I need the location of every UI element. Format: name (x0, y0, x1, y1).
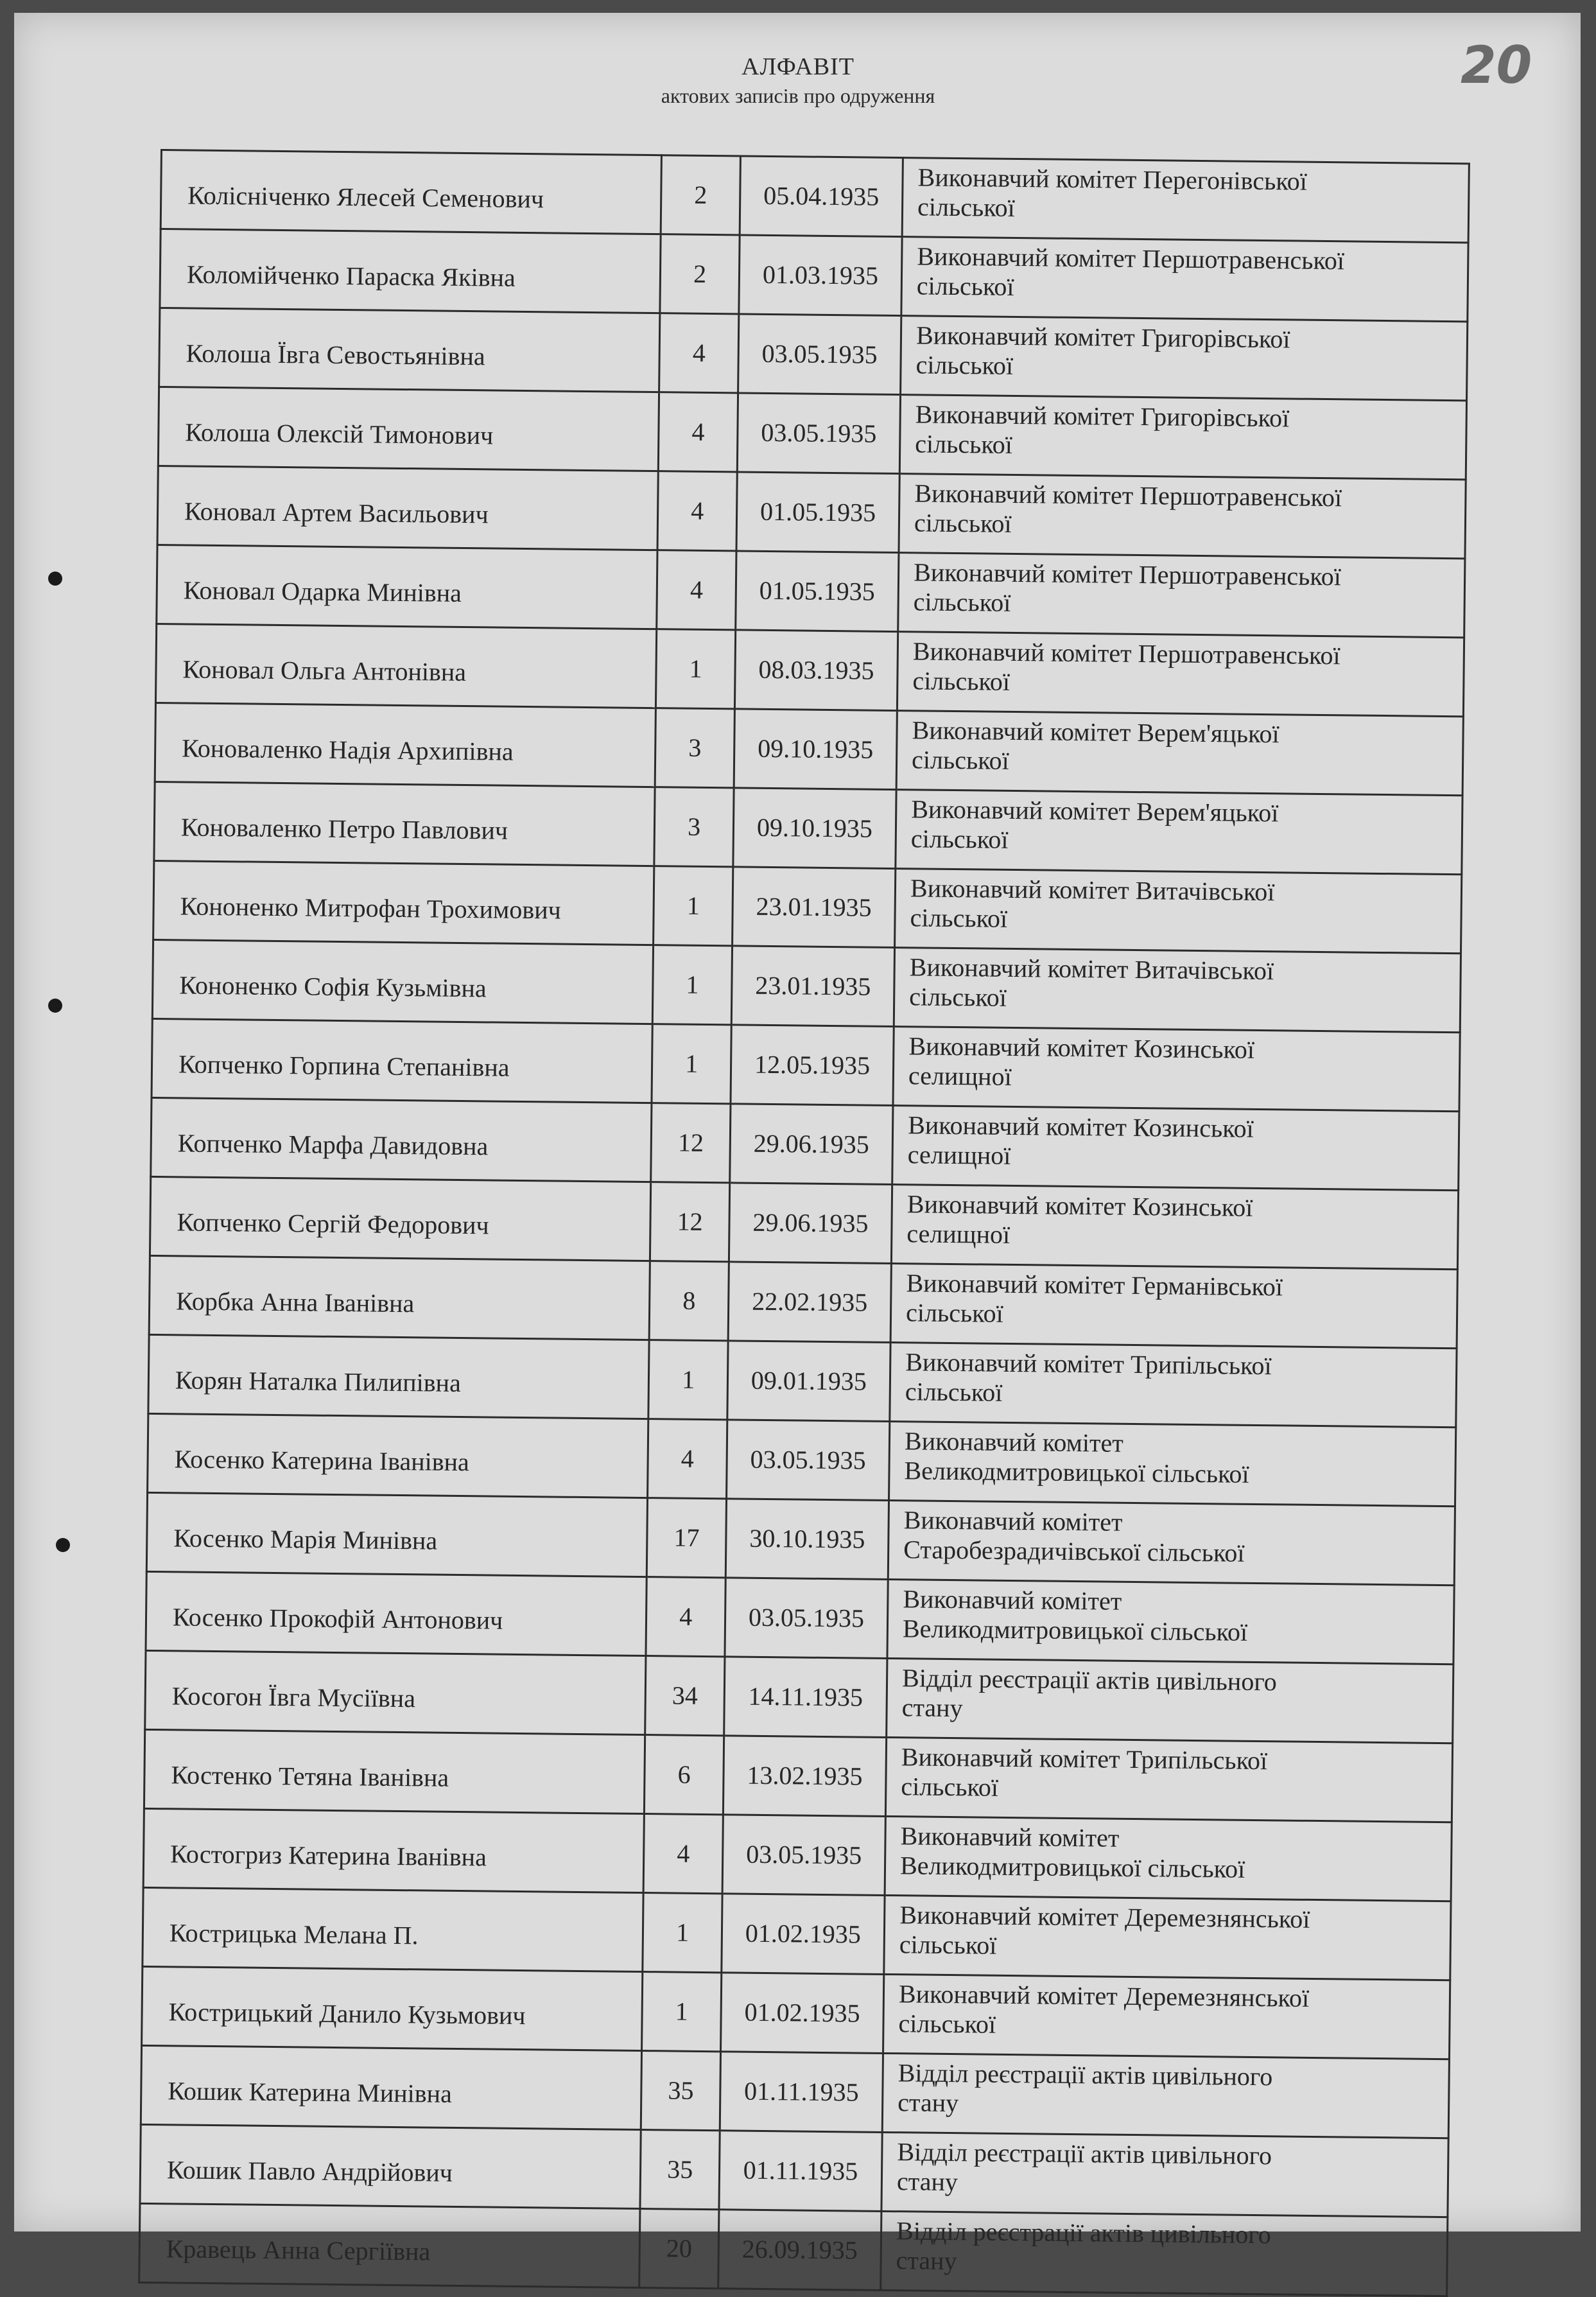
person-name-cell: Кравець Анна Сергіївна (139, 2203, 641, 2287)
registry-office-cell (882, 2053, 1449, 2138)
record-date-cell: 03.05.1935 (737, 393, 900, 474)
office-line-1: Виконавчий комітет Козинської (907, 1110, 1254, 1143)
person-name-cell: Костогриз Катерина Іванівна (143, 1808, 645, 1892)
record-number-cell: 1 (643, 1893, 722, 1973)
office-line-2: сільської (915, 429, 1013, 459)
record-number-cell: 34 (645, 1656, 725, 1736)
office-line-1: Виконавчий комітет Першотравенської (917, 241, 1345, 275)
record-date-cell: 03.05.1935 (725, 1578, 888, 1659)
record-date-cell: 03.05.1935 (722, 1815, 885, 1896)
record-date-cell: 01.11.1935 (720, 2052, 883, 2133)
registry-office-cell (901, 316, 1468, 401)
person-name-cell: Кошик Катерина Минівна (141, 2045, 642, 2129)
office-line-2: сільської (909, 982, 1007, 1012)
office-line-1: Виконавчий комітет Германівської (906, 1268, 1283, 1302)
table-row (160, 150, 1469, 243)
office-line-1: Виконавчий комітет Перегонівської (917, 162, 1308, 196)
record-date-cell: 01.05.1935 (736, 472, 899, 553)
record-date-cell: 23.01.1935 (732, 867, 895, 948)
table-row (144, 1729, 1452, 1822)
record-number-cell: 17 (647, 1498, 727, 1578)
table-row (148, 1413, 1456, 1506)
registry-office-cell (899, 395, 1466, 480)
record-date-cell: 30.10.1935 (725, 1499, 889, 1580)
record-number-cell: 8 (649, 1261, 729, 1341)
table-row (157, 466, 1466, 558)
office-line-1: Виконавчий комітет (904, 1426, 1124, 1458)
person-name-cell: Кононенко Софія Кузьмівна (152, 939, 654, 1024)
registry-office-cell (902, 158, 1469, 243)
table-row (155, 624, 1464, 716)
office-line-1: Виконавчий комітет (903, 1505, 1123, 1537)
registry-office-cell (884, 1895, 1451, 1980)
office-line-1: Виконавчий комітет Козинської (906, 1189, 1253, 1222)
record-date-cell: 22.02.1935 (728, 1262, 891, 1343)
person-name-cell: Кострицький Данило Кузьмович (142, 1966, 643, 2050)
table-row (155, 703, 1463, 795)
office-line-1: Виконавчий комітет Першотравенської (913, 557, 1342, 591)
office-line-2: стану (896, 2246, 957, 2276)
office-line-2: сільської (901, 1772, 999, 1802)
document-title: АЛФАВІТ (742, 53, 854, 80)
table-row (152, 1018, 1460, 1111)
person-name-cell: Кошик Павло Андрійович (140, 2124, 641, 2208)
office-line-2: сільської (910, 903, 1008, 933)
person-name-cell: Косенко Марія Минівна (146, 1492, 648, 1576)
record-number-cell: 12 (651, 1103, 731, 1183)
registry-office-cell (881, 2211, 1448, 2296)
office-line-2: сільської (916, 271, 1014, 301)
record-date-cell: 29.06.1935 (729, 1183, 892, 1264)
table-row (143, 1887, 1451, 1980)
record-number-cell: 1 (648, 1340, 728, 1420)
office-line-2: сільської (911, 745, 1009, 775)
document-header (0, 51, 1596, 109)
registry-office-cell (896, 711, 1463, 796)
registry-office-cell (899, 474, 1466, 559)
person-name-cell: Коломійченко Параска Яківна (160, 229, 661, 313)
registry-office-cell (890, 1264, 1457, 1349)
person-name-cell: Корбка Анна Іванівна (149, 1255, 650, 1340)
office-line-1: Виконавчий комітет Трипільської (905, 1347, 1272, 1381)
record-number-cell: 3 (655, 708, 734, 788)
person-name-cell: Колоша Ївга Севостьянівна (159, 308, 661, 392)
table-row (157, 545, 1465, 637)
person-name-cell: Корян Наталка Пилипівна (148, 1334, 650, 1419)
person-name-cell: Копченко Горпина Степанівна (152, 1018, 653, 1103)
person-name-cell: Коноваленко Надія Архипівна (155, 703, 656, 787)
office-line-1: Виконавчий комітет Деремезнянської (899, 1900, 1310, 1934)
office-line-1: Виконавчий комітет Першотравенської (912, 636, 1340, 670)
record-number-cell: 2 (661, 155, 741, 235)
record-number-cell: 35 (640, 2130, 720, 2210)
office-line-2: сільської (914, 508, 1012, 538)
table-row (139, 2203, 1448, 2296)
office-line-2: сільської (898, 2009, 996, 2039)
office-line-1: Відділ реєстрації актів цивільного (901, 1663, 1277, 1697)
table-row (154, 782, 1462, 874)
record-date-cell: 01.02.1935 (722, 1894, 885, 1975)
table-row (140, 2124, 1448, 2217)
record-number-cell: 4 (659, 392, 738, 472)
registry-office-cell (892, 1106, 1459, 1191)
person-name-cell: Колоша Олексій Тимонович (158, 387, 659, 471)
registry-office-cell (881, 2132, 1448, 2217)
registry-office-cell (887, 1658, 1453, 1743)
office-line-2: сільської (905, 1377, 1003, 1407)
record-date-cell: 01.02.1935 (720, 1973, 883, 2054)
office-line-2: сільської (915, 350, 1014, 380)
office-line-1: Виконавчий комітет Деремезнянської (898, 1979, 1310, 2013)
registry-office-cell (885, 1737, 1452, 1822)
record-number-cell: 1 (653, 945, 733, 1025)
table-row (141, 2045, 1449, 2138)
office-line-1: Відділ реєстрації актів цивільного (897, 2137, 1272, 2170)
record-date-cell: 01.05.1935 (736, 551, 899, 632)
record-number-cell: 1 (652, 1024, 731, 1104)
person-name-cell: Кострицька Мелана П. (143, 1887, 644, 1971)
table-row (143, 1808, 1452, 1901)
table-row (159, 308, 1468, 401)
office-line-2: стану (896, 2167, 958, 2197)
office-line-2: сільської (905, 1298, 1003, 1328)
person-name-cell: Коновал Одарка Минівна (157, 545, 658, 629)
person-name-cell: Коноваленко Петро Павлович (154, 782, 655, 866)
record-number-cell: 4 (659, 313, 739, 393)
office-line-1: Виконавчий комітет (903, 1584, 1122, 1616)
office-line-1: Виконавчий комітет Козинської (908, 1031, 1255, 1064)
registry-office-cell (883, 1974, 1450, 2059)
record-number-cell: 1 (642, 1972, 722, 2052)
record-date-cell: 05.04.1935 (740, 156, 903, 237)
table-row (142, 1966, 1450, 2059)
registry-office-cell (896, 790, 1462, 875)
record-date-cell: 08.03.1935 (734, 630, 898, 711)
person-name-cell: Копченко Марфа Давидовна (151, 1097, 652, 1182)
person-name-cell: Косенко Катерина Іванівна (148, 1413, 649, 1498)
document-subtitle: актових записів про одруження (661, 84, 935, 107)
record-number-cell: 3 (654, 787, 734, 867)
person-name-cell: Колісніченко Ялесей Семенович (160, 150, 662, 234)
table-row (158, 387, 1466, 479)
registry-table-body (139, 150, 1470, 2296)
office-line-1: Виконавчий комітет Витачівської (910, 873, 1275, 907)
record-number-cell: 4 (657, 550, 736, 630)
record-date-cell: 03.05.1935 (738, 314, 901, 395)
person-name-cell: Кононенко Митрофан Трохимович (153, 860, 655, 945)
registry-office-cell (889, 1422, 1456, 1507)
record-date-cell: 03.05.1935 (726, 1420, 889, 1501)
office-line-1: Виконавчий комітет Витачівської (909, 952, 1274, 986)
record-number-cell: 12 (650, 1182, 730, 1262)
record-date-cell: 09.10.1935 (734, 709, 897, 790)
record-date-cell: 13.02.1935 (723, 1736, 886, 1817)
registry-office-cell (890, 1343, 1457, 1428)
record-number-cell: 1 (656, 629, 736, 709)
table-row (145, 1650, 1453, 1743)
office-line-1: Виконавчий комітет Верем'яцької (911, 794, 1279, 828)
table-row (146, 1492, 1455, 1585)
office-line-2: стану (901, 1693, 963, 1723)
table-row (153, 860, 1462, 953)
person-name-cell: Косенко Прокофій Антонович (146, 1571, 647, 1655)
office-line-2: Великодмитровицької сільської (902, 1614, 1248, 1646)
office-line-2: сільської (917, 192, 1016, 222)
registry-office-cell (894, 948, 1461, 1033)
record-number-cell: 4 (648, 1419, 727, 1499)
record-date-cell: 12.05.1935 (731, 1025, 894, 1106)
record-number-cell: 4 (643, 1814, 723, 1894)
registry-office-cell (887, 1579, 1454, 1664)
registry-table (138, 149, 1470, 2297)
office-line-1: Відділ реєстрації актів цивільного (896, 2216, 1271, 2249)
record-number-cell: 2 (660, 234, 740, 314)
person-name-cell: Костенко Тетяна Іванівна (144, 1729, 645, 1813)
office-line-1: Відділ реєстрації актів цивільного (898, 2058, 1273, 2092)
office-line-2: Старобезрадичівської сільської (903, 1535, 1245, 1568)
office-line-2: селищної (907, 1140, 1011, 1170)
office-line-1: Виконавчий комітет Трипільської (901, 1742, 1268, 1776)
person-name-cell: Коновал Ольга Антонівна (155, 624, 657, 708)
office-line-1: Виконавчий комітет Григорівської (915, 399, 1290, 433)
record-date-cell: 09.01.1935 (727, 1341, 890, 1422)
record-number-cell: 1 (654, 866, 733, 946)
record-number-cell: 20 (639, 2209, 719, 2289)
office-line-2: сільської (899, 1930, 997, 1960)
record-date-cell: 01.11.1935 (719, 2131, 882, 2212)
record-number-cell: 6 (645, 1735, 724, 1815)
table-row (150, 1176, 1458, 1269)
record-date-cell: 29.06.1935 (730, 1104, 893, 1185)
table-row (151, 1097, 1459, 1190)
office-line-2: сільської (912, 666, 1011, 696)
record-date-cell: 01.03.1935 (739, 235, 902, 316)
registry-office-cell (893, 1027, 1460, 1112)
registry-office-cell (897, 632, 1464, 717)
record-date-cell: 14.11.1935 (724, 1657, 887, 1738)
table-row (146, 1571, 1454, 1664)
registry-office-cell (901, 237, 1468, 322)
record-number-cell: 4 (646, 1577, 725, 1657)
binder-hole-icon (48, 572, 62, 586)
person-name-cell: Копченко Сергій Федорович (150, 1176, 651, 1261)
office-line-1: Виконавчий комітет Верем'яцької (912, 715, 1279, 749)
office-line-2: Великодмитровицької сільської (904, 1456, 1249, 1489)
office-line-2: селищної (906, 1219, 1011, 1249)
person-name-cell: Коновал Артем Васильович (157, 466, 659, 550)
office-line-1: Виконавчий комітет Григорівської (915, 320, 1290, 354)
table-row (160, 229, 1468, 322)
registry-office-cell (891, 1185, 1458, 1270)
registry-office-cell (885, 1816, 1452, 1901)
record-date-cell: 26.09.1935 (718, 2210, 881, 2291)
record-number-cell: 4 (657, 471, 737, 551)
record-date-cell: 09.10.1935 (733, 788, 896, 869)
office-line-1: Виконавчий комітет Першотравенської (914, 478, 1342, 512)
table-row (152, 939, 1461, 1032)
office-line-2: сільської (913, 587, 1011, 617)
binder-hole-icon (56, 1538, 70, 1552)
registry-office-cell (895, 869, 1462, 954)
page-number: 20 (1461, 35, 1532, 95)
person-name-cell: Косогон Ївга Мусіївна (145, 1650, 646, 1734)
office-line-2: селищної (908, 1061, 1012, 1091)
office-line-2: Великодмитровицької сільської (899, 1851, 1245, 1883)
table-row (148, 1334, 1457, 1427)
office-line-2: сільської (910, 824, 1009, 854)
office-line-1: Виконавчий комітет (900, 1821, 1120, 1853)
record-number-cell: 35 (641, 2051, 721, 2131)
office-line-2: стану (898, 2088, 959, 2118)
table-row (149, 1255, 1457, 1348)
registry-office-cell (898, 553, 1465, 638)
registry-office-cell (888, 1500, 1455, 1585)
record-date-cell: 23.01.1935 (731, 946, 894, 1027)
binder-hole-icon (48, 999, 62, 1013)
